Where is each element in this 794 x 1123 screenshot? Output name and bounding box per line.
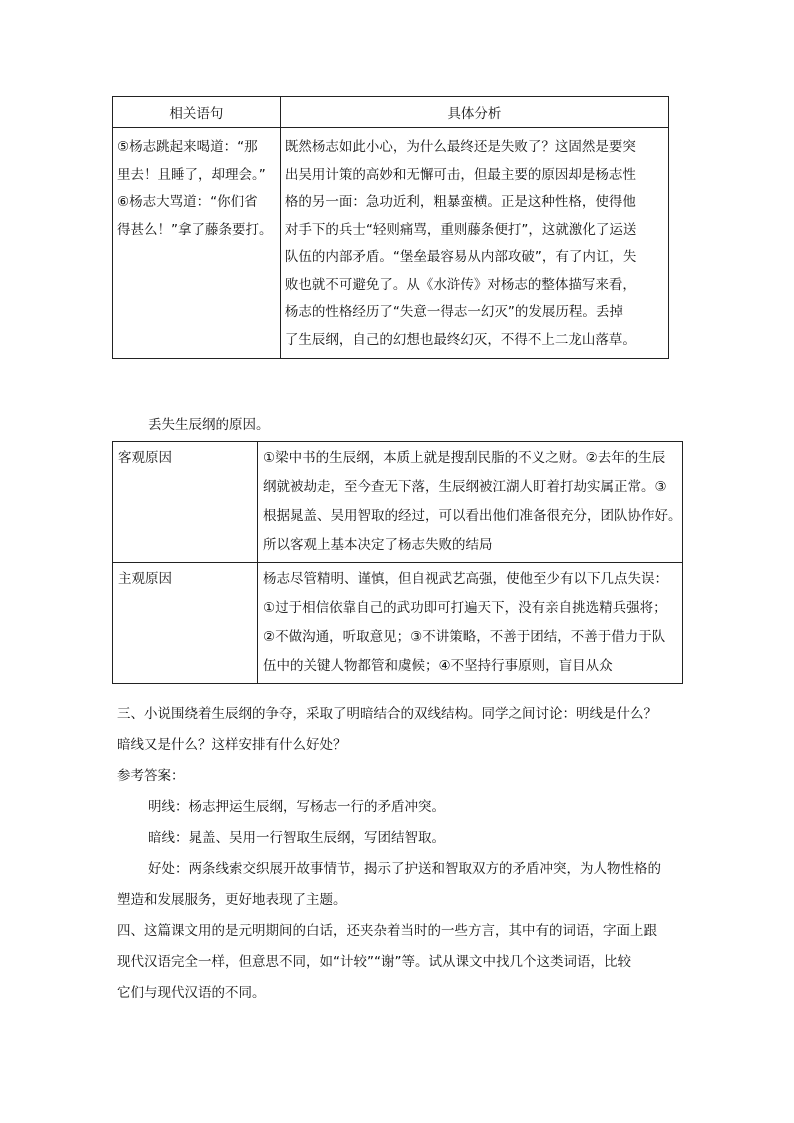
answer-mingxian: 明线：杨志押运生辰纲，写杨志一行的矛盾冲突。 [148,799,445,815]
question-3-line-2: 暗线又是什么？这样安排有什么好处？ [117,737,347,753]
quote-cell [113,128,281,359]
analysis-line: 对手下的兵士“轻则痛骂，重则藤条便打”，这就激化了运送 [284,221,637,238]
analysis-line: 出吴用计策的高妙和无懈可击，但最主要的原因却是杨志性 [284,166,636,183]
table-header-row [113,97,669,128]
quote-analysis-table [112,96,669,359]
reason-line: 伍中的关键人物都管和虞候；④不坚持行事原则，盲目从众 [263,658,613,674]
answer-haochu-line-1: 好处：两条线索交织展开故事情节，揭示了护送和智取双方的矛盾冲突，为人物性格的 [148,861,661,877]
column-header-analysis: 具体分析 [280,97,668,128]
answer-haochu-line-2: 塑造和发展服务，更好地表现了主题。 [117,892,347,908]
analysis-line: 队伍的内部矛盾。“堡垒最容易从内部攻破”，有了内讧，失 [284,249,637,265]
reason-text-subjective [258,563,683,684]
reason-label-subjective: 主观原因 [113,563,258,684]
reason-line: 根据晁盖、吴用智取的经过，可以看出他们准备很充分，团队协作好。 [263,508,682,524]
answer-label: 参考答案： [117,768,185,784]
analysis-cell [280,128,668,359]
reason-line: 纲就被劫走，至今查无下落，生辰纲被江湖人盯着打劫实属正常。③ [263,479,667,495]
question-4-line-2: 现代汉语完全一样，但意思不同，如“计较”“谢”等。试从课文中找几个这类词语，比较 [117,954,631,970]
column-header-quotes: 相关语句 [113,97,281,128]
analysis-line: 败也就不可避免了。从《水浒传》对杨志的整体描写来看， [284,276,636,293]
reasons-caption: 丢失生辰纲的原因。 [148,417,270,433]
answer-anxian: 暗线：晁盖、吴用一行智取生辰纲，写团结智取。 [148,830,445,846]
question-4-line-3: 它们与现代汉语的不同。 [117,985,266,1001]
question-3-line-1: 三、小说围绕着生辰纲的争夺，采取了明暗结合的双线结构。同学之间讨论：明线是什么？ [117,706,657,722]
reason-line: ②不做沟通，听取意见；③不讲策略，不善于团结，不善于借力于队 [263,629,666,645]
reasons-table [112,441,683,684]
analysis-line: 杨志的性格经历了“失意一得志一幻灭”的发展历程。丢掉 [284,304,623,320]
quote-line: ⑤杨志跳起来喝道：“那 [117,139,258,155]
reason-line: 杨志尽管精明、谨慎，但自视武艺高强，使他至少有以下几点失误： [263,571,668,587]
reason-line: ①梁中书的生辰纲，本质上就是搜刮民脂的不义之财。②去年的生辰 [263,450,666,466]
reason-label-objective: 客观原因 [113,442,258,563]
quote-line: 得甚么！”拿了藤条要打。 [117,221,273,238]
reason-line: 所以客观上基本决定了杨志失败的结局 [263,537,493,553]
question-4-line-1: 四、这篇课文用的是元明期间的白话，还夹杂着当时的一些方言，其中有的词语，字面上跟 [117,923,657,939]
reason-text-objective [258,442,683,563]
analysis-line: 既然杨志如此小心，为什么最终还是失败了？这固然是要突 [284,139,636,155]
analysis-line: 格的另一面：急功近利，粗暴蛮横。正是这种性格，使得他 [284,194,636,210]
reason-line: ①过于相信依靠自己的武功即可打遍天下，没有亲自挑选精兵强将； [263,600,667,616]
analysis-line: 了生辰纲，自己的幻想也最终幻灭，不得不上二龙山落草。 [284,331,636,348]
quote-line: ⑥杨志大骂道：“你们省 [117,194,258,210]
table-row [113,563,683,684]
quote-line: 里去！且睡了，却理会。” [117,166,266,183]
table-row [113,442,683,563]
table-row [113,128,669,359]
